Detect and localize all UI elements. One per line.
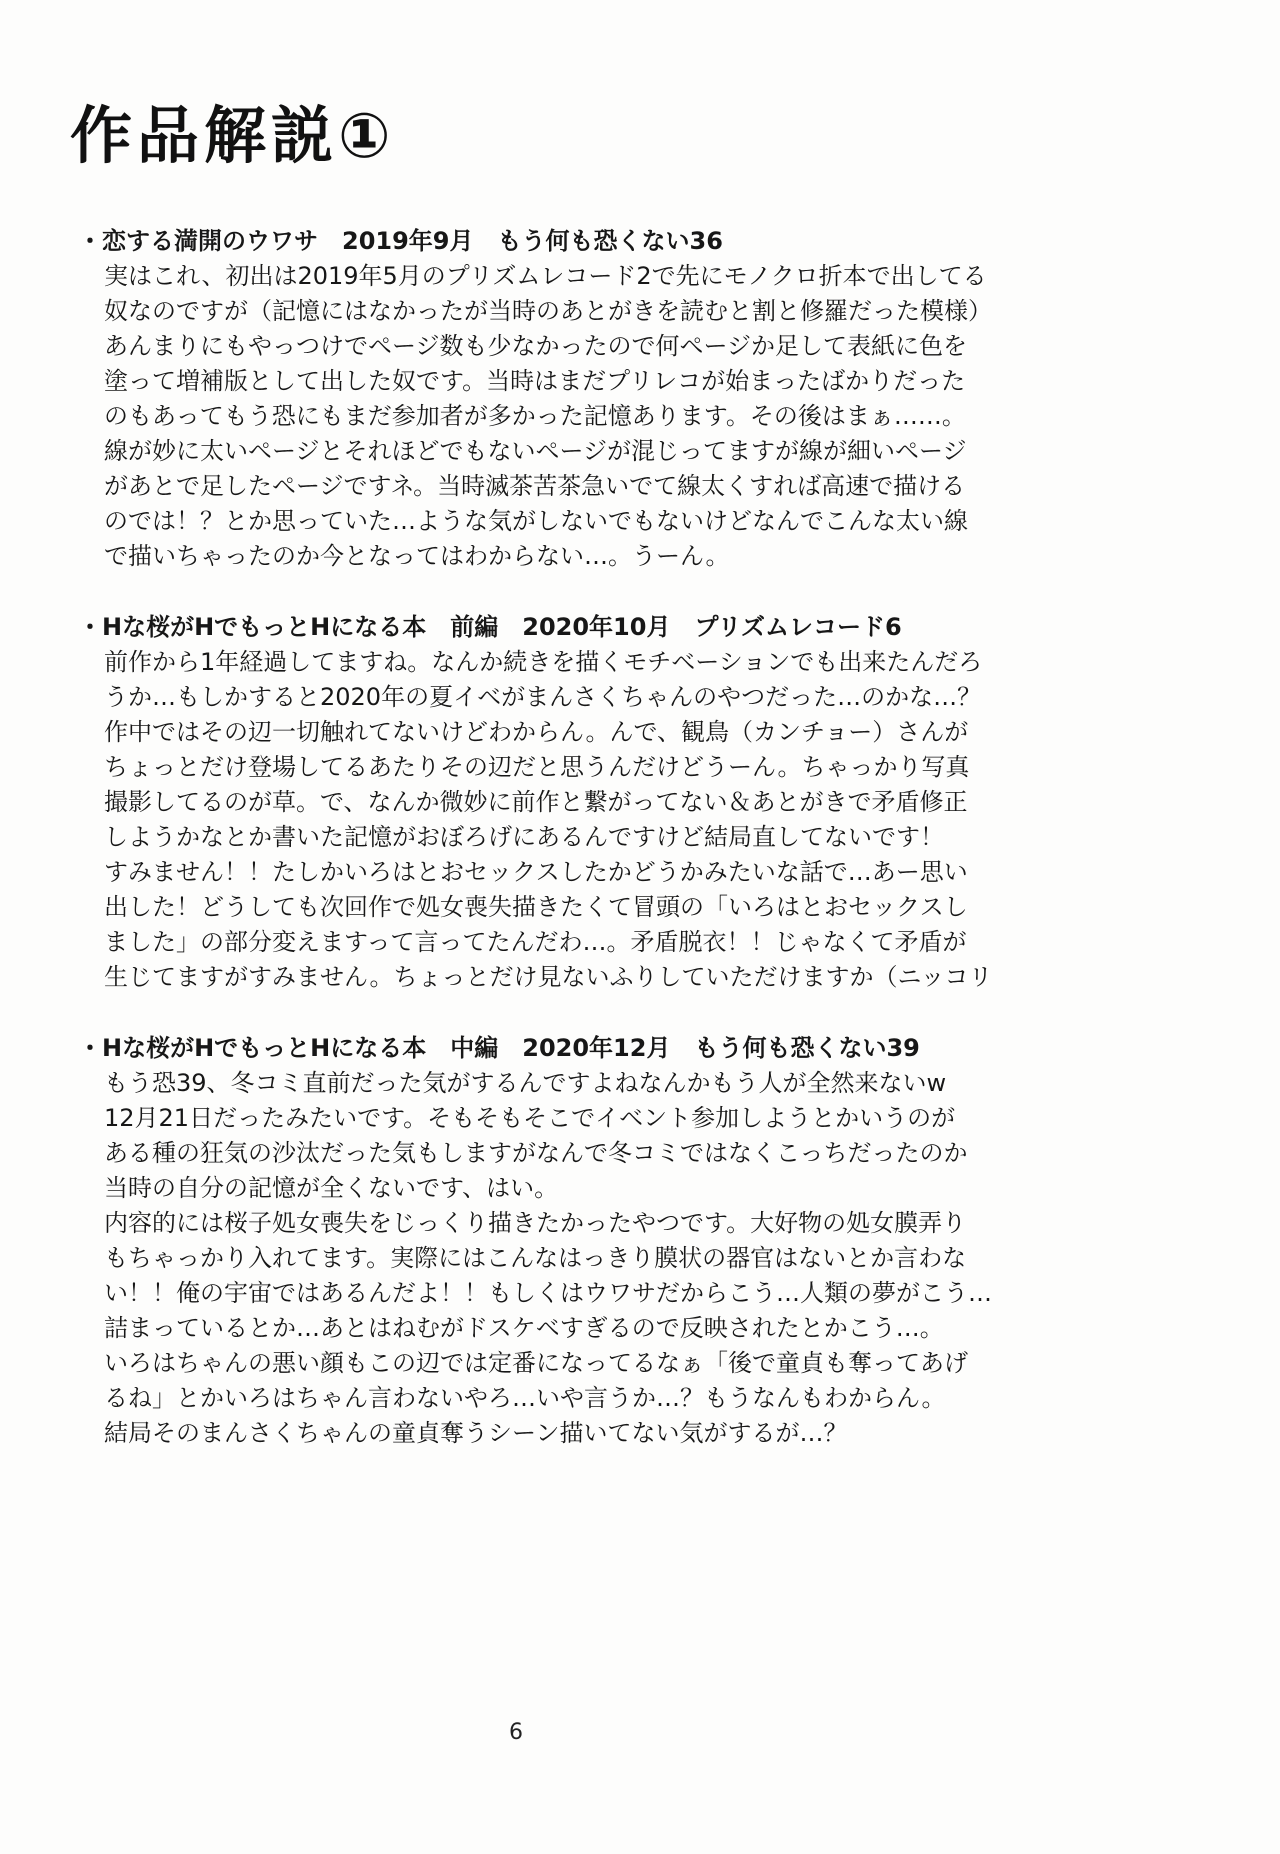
text-line: しようかなとか書いた記憶がおぼろげにあるんですけど結局直してないです！: [104, 823, 944, 851]
text-line: ちょっとだけ登場してるあたりその辺だと思うんだけどうーん。ちゃっかり写真: [104, 753, 970, 781]
text-line: もう恐39、冬コミ直前だった気がするんですよねなんかもう人が全然来ないw: [104, 1069, 947, 1097]
text-line: い！！俺の宇宙ではあるんだよ！！もしくはウワサだからこう…人類の夢がこう…: [104, 1279, 992, 1307]
text-line: もちゃっかり入れてます。実際にはこんなはっきり膜状の器官はないとか言わな: [104, 1244, 967, 1272]
text-line: 当時の自分の記憶が全くないです、はい。: [104, 1174, 559, 1202]
text-line: 作中ではその辺一切触れてないけどわからん。んで、観鳥（カンチョー）さんが: [104, 718, 969, 746]
text-line: 前作から1年経過してますね。なんか続きを描くモチベーションでも出来たんだろ: [104, 648, 983, 676]
text-line: 内容的には桜子処女喪失をじっくり描きたかったやつです。大好物の処女膜弄り: [104, 1209, 967, 1237]
text-line: があとで足したページですネ。当時滅茶苦茶急いでて線太くすれば高速で描ける: [104, 472, 966, 500]
text-line: で描いちゃったのか今となってはわからない…。うーん。: [104, 542, 730, 570]
page-title: 作品解説①: [70, 99, 396, 172]
work-commentary-section-1: [78, 224, 1068, 574]
text-line: すみません！！たしかいろはとおセックスしたかどうかみたいな話で…あー思い: [104, 858, 968, 886]
text-line: あんまりにもやっつけでページ数も少なかったので何ページか足して表紙に色を: [104, 332, 968, 360]
text-line: いろはちゃんの悪い顔もこの辺では定番になってるなぁ「後で童貞も奪ってあげ: [104, 1349, 968, 1377]
text-line: 12月21日だったみたいです。そもそもそこでイベント参加しようとかいうのが: [104, 1104, 956, 1132]
commentary-body: [78, 224, 1068, 1487]
work-commentary-section-3: [78, 1031, 1068, 1451]
text-line: 塗って増補版として出した奴です。当時はまだプリレコが始まったばかりだった: [104, 367, 966, 395]
text-line: 詰まっているとか…あとはねむがドスケベすぎるので反映されたとかこう…。: [104, 1314, 944, 1342]
work-commentary-section-2: [78, 610, 1068, 995]
text-line: うか…もしかすると2020年の夏イベがまんさくちゃんのやつだった…のかな…？: [104, 683, 982, 711]
text-line: のでは！？とか思っていた…ような気がしないでもないけどなんでこんな太い線: [104, 507, 968, 535]
text-line: のもあってもう恐にもまだ参加者が多かった記憶あります。その後はまぁ……。: [104, 402, 966, 430]
text-line: 実はこれ、初出は2019年5月のプリズムレコード2で先にモノクロ折本で出してる: [104, 262, 987, 290]
text-line: 生じてますがすみません。ちょっとだけ見ないふりしていただけますか（ニッコリ: [104, 963, 993, 991]
text-line: ある種の狂気の沙汰だった気もしますがなんで冬コミではなくこっちだったのか: [104, 1139, 968, 1167]
text-line: 撮影してるのが草。で、なんか微妙に前作と繋がってない＆あとがきで矛盾修正: [104, 788, 968, 816]
text-line: ました」の部分変えますって言ってたんだわ…。矛盾脱衣！！じゃなくて矛盾が: [104, 928, 967, 956]
work-heading: ・Hな桜がHでもっとHになる本 前編 2020年10月 プリズムレコード6: [78, 613, 902, 641]
text-line: 出した！どうしても次回作で処女喪失描きたくて冒頭の「いろはとおセックスし: [104, 893, 968, 921]
text-line: るね」とかいろはちゃん言わないやろ…いや言うか…？もうなんもわからん。: [104, 1384, 946, 1412]
text-line: 結局そのまんさくちゃんの童貞奪うシーン描いてない気がするが…？: [104, 1419, 848, 1447]
work-heading: ・Hな桜がHでもっとHになる本 中編 2020年12月 もう何も恐くない39: [78, 1034, 920, 1062]
work-heading: ・恋する満開のウワサ 2019年9月 もう何も恐くない36: [78, 227, 723, 255]
text-line: 線が妙に太いページとそれほどでもないページが混じってますが線が細いページ: [104, 437, 967, 465]
text-line: 奴なのですが（記憶にはなかったが当時のあとがきを読むと割と修羅だった模様）: [104, 297, 992, 325]
page-number: 6: [509, 1720, 523, 1745]
